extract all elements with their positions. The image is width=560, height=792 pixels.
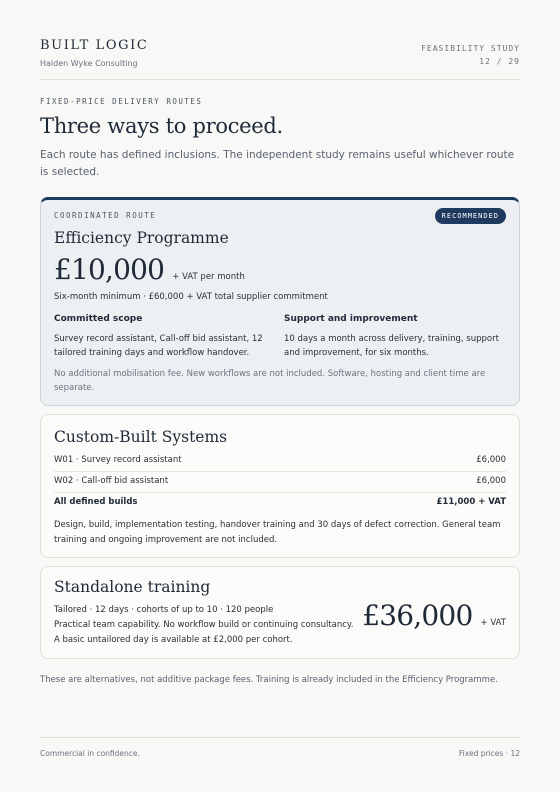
scope-heading: Committed scope [54,314,143,324]
training-line-3: A basic untailored day is available at £2,000 per cohort. [54,635,293,645]
footer-confidentiality: Commercial in confidence. [40,749,140,758]
training-line-2: Practical team capability. No workflow build or continuing consultancy. [54,620,354,630]
row-label: W02 · Call-off bid assistant [54,476,169,486]
recommended-badge: RECOMMENDED [435,208,506,224]
minimum-commitment: Six-month minimum · £60,000 + VAT total supplier commitment [54,292,328,302]
footer-page: Fixed prices · 12 [458,749,520,758]
row-label: W01 · Survey record assistant [54,455,182,465]
standalone-training-card [40,566,520,659]
efficiency-note: No additional mobilisation fee. New workflows are not included. Software, hosting and client time are separate. [54,369,486,393]
page-indicator: 12 / 29 [479,57,520,66]
training-price-suffix: + VAT [480,618,506,628]
training-title: Standalone training [54,578,211,596]
total-row [54,494,506,514]
row-price: £6,000 [476,455,506,465]
total-price: £11,000 + VAT [436,497,506,507]
alternatives-note: These are alternatives, not additive package fees. Training is already included in the Efficiency Programme. [40,675,498,685]
brand-subtitle: Halden Wyke Consulting [40,59,138,68]
efficiency-price-row [54,253,245,286]
page-title: Three ways to proceed. [40,114,283,138]
total-label: All defined builds [54,497,138,507]
support-text: 10 days a month across delivery, training, support and improvement, for six months. [284,334,499,358]
custom-built-systems-card [40,414,520,558]
section-eyebrow: FIXED-PRICE DELIVERY ROUTES [40,97,203,106]
efficiency-programme-card [40,197,520,406]
intro-text: Each route has defined inclusions. The independent study remains useful whichever route is selected. [40,149,515,178]
table-row [54,473,506,493]
efficiency-price: £10,000 [54,253,165,286]
support-heading: Support and improvement [284,314,418,324]
efficiency-title: Efficiency Programme [54,229,229,247]
document-meta [421,42,520,68]
training-price: £36,000 [362,599,473,632]
route-label: COORDINATED ROUTE [54,211,157,220]
brand-name: BUILT LOGIC [40,38,149,53]
table-row [54,452,506,472]
efficiency-price-suffix: + VAT per month [172,272,245,282]
page-header [40,38,520,80]
custom-note: Design, build, implementation testing, handover training and 30 days of defect correction. General team training and ongoing improvement are not included. [54,520,501,545]
row-price: £6,000 [476,476,506,486]
custom-title: Custom-Built Systems [54,428,228,446]
page-footer [40,737,520,758]
training-price-row [362,599,506,632]
doc-label: FEASIBILITY STUDY [421,44,520,53]
training-line-1: Tailored · 12 days · cohorts of up to 10 · 120 people [54,605,274,615]
scope-text: Survey record assistant, Call-off bid assistant, 12 tailored training days and workflow handover. [54,334,263,358]
